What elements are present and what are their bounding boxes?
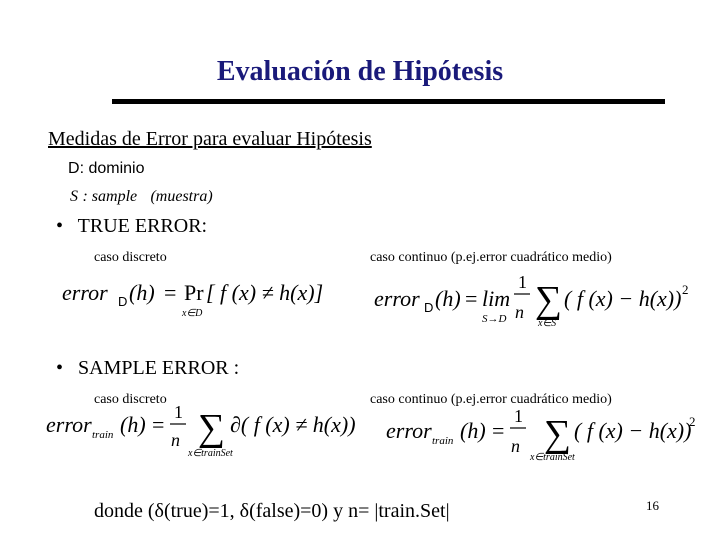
sample-error-continuous-formula <box>384 404 714 464</box>
equals-sign: = <box>465 286 478 311</box>
h-arg: (h) <box>435 286 461 311</box>
lim-symbol: lim <box>482 286 511 311</box>
fraction-denominator: n <box>515 302 524 322</box>
sample-error-label: SAMPLE ERROR : <box>78 357 240 379</box>
subscript-d: D <box>118 294 128 309</box>
page-title: Evaluación de Hipótesis <box>216 56 504 87</box>
h-arg: (h) <box>460 418 486 443</box>
sample-error-discrete-formula <box>44 402 374 462</box>
error-word: error <box>46 412 92 437</box>
true-error-continuous-caption: caso continuo (p.ej.error cuadrático medio) <box>370 250 612 265</box>
pr-symbol: Pr <box>184 280 204 305</box>
domain-text: : dominio <box>79 160 145 177</box>
sum-subscript: x∈trainSet <box>188 448 233 459</box>
sum-subscript: x∈S <box>538 318 557 328</box>
delta-expression: ∂( f (x) ≠ h(x)) <box>230 412 356 437</box>
sum-subscript: x∈trainSet <box>530 452 575 463</box>
title-divider <box>112 99 665 104</box>
square-exponent: 2 <box>682 282 689 297</box>
error-word: error <box>374 286 420 311</box>
square-expression: ( f (x) − h(x)) <box>564 286 682 311</box>
fraction-numerator: 1 <box>518 272 527 292</box>
sum-symbol: ∑ <box>544 413 572 455</box>
true-error-discrete-caption: caso discreto <box>94 250 167 265</box>
error-word: error <box>386 418 432 443</box>
subscript-d: D <box>424 300 434 315</box>
fraction-denominator: n <box>171 430 180 450</box>
h-arg: (h) <box>129 280 155 305</box>
sum-symbol: ∑ <box>535 279 563 321</box>
h-arg: (h) <box>120 412 146 437</box>
pr-subscript: x∈D <box>182 308 203 319</box>
fraction-denominator: n <box>511 436 520 456</box>
true-error-continuous-formula <box>372 268 702 328</box>
section-subtitle: Medidas de Error para evaluar Hipótesis <box>48 128 372 150</box>
sample-paren: (muestra) <box>150 188 213 205</box>
sample-error-heading <box>56 357 239 380</box>
lim-subscript: S→D <box>482 313 507 325</box>
bullet-dot: • <box>56 357 64 379</box>
definition-domain <box>68 160 144 178</box>
subscript-train: train <box>432 435 454 447</box>
fraction-numerator: 1 <box>174 402 183 422</box>
page-number: 16 <box>646 498 659 513</box>
sample-error-discrete-caption: caso discreto <box>94 392 167 407</box>
definition-sample <box>70 188 213 206</box>
square-expression: ( f (x) − h(x)) <box>574 418 692 443</box>
equals-sign: = <box>492 418 505 443</box>
error-word: error <box>62 280 108 305</box>
footer-note: donde (δ(true)=1, δ(false)=0) y n= |train.Set| <box>94 500 450 522</box>
sample-text: : sample <box>82 188 138 205</box>
subscript-train: train <box>92 429 114 441</box>
true-error-discrete-formula <box>60 272 340 322</box>
equals-sign: = <box>152 412 165 437</box>
true-error-heading <box>56 215 207 238</box>
bullet-dot: • <box>56 215 64 237</box>
fraction-numerator: 1 <box>514 406 523 426</box>
sample-symbol: S <box>70 188 78 205</box>
neq-expression: [ f (x) ≠ h(x)] <box>206 280 324 305</box>
sample-error-continuous-caption: caso continuo (p.ej.error cuadrático medio) <box>370 392 612 407</box>
domain-symbol: D <box>68 160 80 177</box>
square-exponent: 2 <box>689 414 696 429</box>
true-error-label: TRUE ERROR: <box>77 215 208 237</box>
sum-symbol: ∑ <box>198 407 226 449</box>
equals-sign: = <box>164 280 177 305</box>
